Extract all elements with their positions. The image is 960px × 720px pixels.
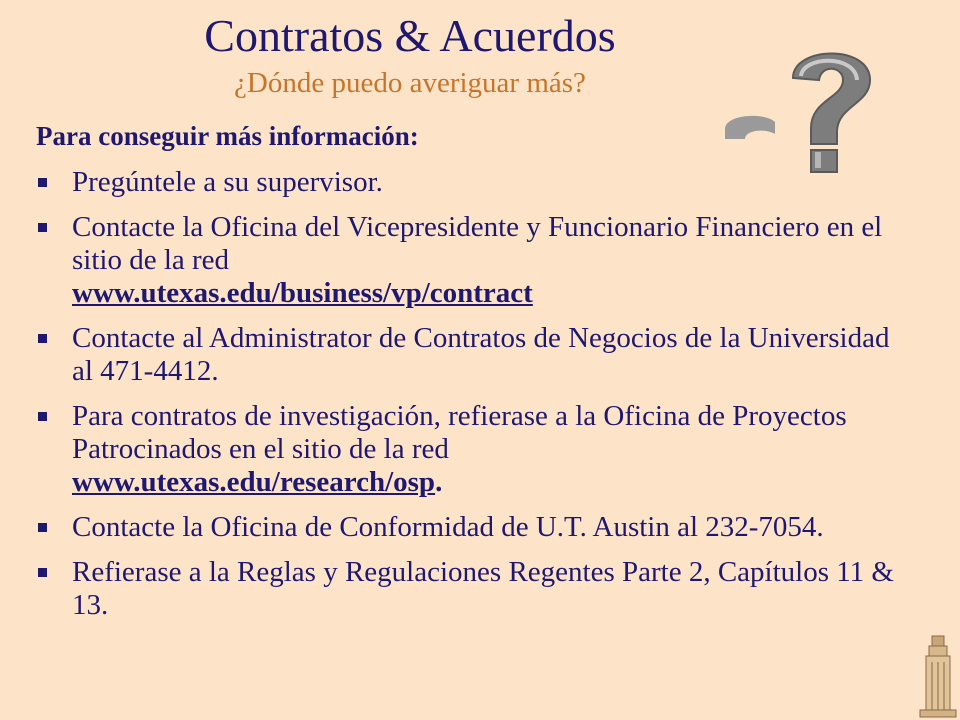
bullet-icon — [38, 568, 47, 577]
item-text: Contacte la Oficina del Vicepresidente y Funcionario Financiero en el sitio de la red — [72, 211, 883, 276]
osp-link[interactable]: www.utexas.edu/research/osp — [72, 466, 436, 498]
bullet-icon — [38, 523, 47, 532]
list-item — [36, 400, 906, 499]
slide-subtitle: ¿Dónde puedo averiguar más? — [234, 67, 586, 99]
slide-title: Contratos & Acuerdos — [204, 10, 616, 61]
ut-tower-logo — [918, 632, 958, 718]
vp-contract-link[interactable]: www.utexas.edu/business/vp/contract — [72, 277, 533, 309]
item-suffix: . — [435, 466, 443, 498]
section-heading: Para conseguir más información: — [36, 121, 419, 151]
item-text: Refierase a la Reglas y Regulaciones Regentes Parte 2, Capítulos 11 & 13. — [72, 556, 894, 621]
item-text: Contacte al Administrator de Contratos de Negocios de la Universidad al 471-4412. — [72, 322, 890, 387]
bullet-icon — [38, 334, 47, 343]
list-item — [36, 211, 906, 310]
bullet-icon — [38, 178, 47, 187]
item-text: Para contratos de investigación, refierase a la Oficina de Proyectos Patrocinados en el sitio de la red — [72, 400, 847, 465]
item-text: Pregúntele a su supervisor. — [72, 166, 383, 198]
list-item — [36, 322, 906, 388]
bullet-list — [36, 166, 906, 634]
list-item — [36, 556, 906, 622]
bullet-icon — [38, 412, 47, 421]
bullet-icon — [38, 223, 47, 232]
item-text: Contacte la Oficina de Conformidad de U.T. Austin al 232-7054. — [72, 511, 824, 543]
question-mark-icon — [705, 36, 885, 186]
list-item — [36, 166, 906, 199]
list-item — [36, 511, 906, 544]
